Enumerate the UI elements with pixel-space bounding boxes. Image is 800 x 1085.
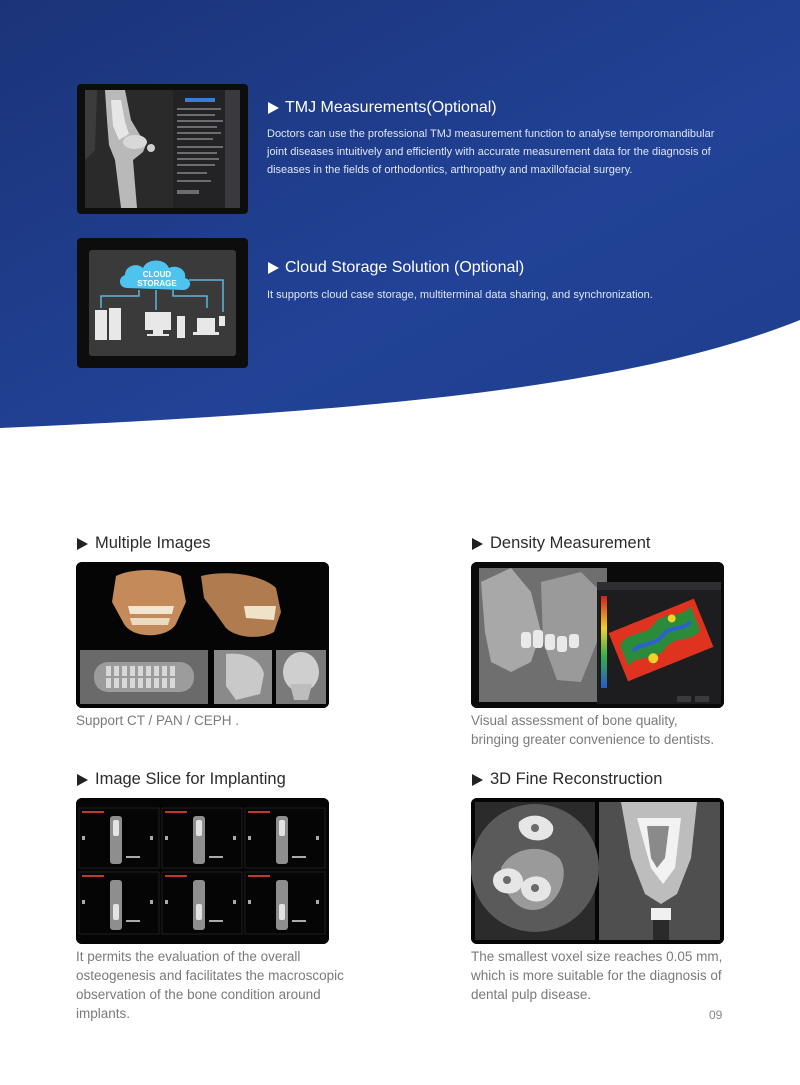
density-title bbox=[472, 534, 650, 553]
cloud-title bbox=[268, 259, 524, 277]
slice-title bbox=[77, 770, 286, 789]
cloud-description: It supports cloud case storage, multiterminal data sharing, and synchronization. bbox=[267, 289, 653, 301]
implant-slices-grid bbox=[76, 798, 329, 944]
slice-caption: It permits the evaluation of the overall osteogenesis and facilitates the macroscopic observation of the bone condition around implants. bbox=[76, 949, 344, 1021]
play-arrow-icon bbox=[472, 774, 483, 786]
cloud-title-text: Cloud Storage Solution (Optional) bbox=[285, 259, 525, 276]
multiple-images-collage bbox=[76, 562, 329, 708]
play-arrow-icon bbox=[77, 538, 88, 550]
play-arrow-icon bbox=[472, 538, 483, 550]
cloud-label-line1: CLOUD bbox=[142, 270, 172, 279]
density-title-text: Density Measurement bbox=[490, 534, 651, 552]
density-panel bbox=[471, 562, 724, 708]
slice-title-text: Image Slice for Implanting bbox=[95, 770, 286, 788]
reconstruction-title-text: 3D Fine Reconstruction bbox=[490, 770, 663, 788]
tmj-screenshot bbox=[77, 84, 248, 214]
tmj-ct-image bbox=[85, 90, 240, 208]
cloud-diagram bbox=[89, 250, 236, 356]
reconstruction-panel bbox=[471, 798, 724, 944]
play-arrow-icon bbox=[268, 102, 279, 114]
multiple-images-title bbox=[77, 534, 211, 553]
hero-background bbox=[0, 0, 800, 440]
multiple-images-title-text: Multiple Images bbox=[95, 534, 211, 552]
tmj-title-text: TMJ Measurements(Optional) bbox=[285, 99, 497, 116]
multiple-images-caption: Support CT / PAN / CEPH . bbox=[76, 713, 240, 728]
page-number: 09 bbox=[709, 1008, 723, 1022]
tmj-description: Doctors can use the professional TMJ measurement function to analyse temporomandibular joint diseases intuitively and efficiently with accurate measurement data for the diagnosis of diseases in the fields of orthodontics, arthropathy and maxillofacial surgery. bbox=[267, 128, 715, 176]
density-caption: Visual assessment of bone quality, bringing greater convenience to dentists. bbox=[471, 713, 715, 747]
slice-panel bbox=[76, 798, 329, 944]
tmj-title bbox=[268, 99, 497, 117]
cloud-storage-screenshot bbox=[77, 238, 248, 368]
multiple-images-panel bbox=[76, 562, 329, 708]
play-arrow-icon bbox=[77, 774, 88, 786]
density-heatmap-screenshot bbox=[471, 562, 724, 708]
reconstruction-title bbox=[472, 770, 662, 789]
reconstruction-images bbox=[471, 798, 724, 944]
reconstruction-caption: The smallest voxel size reaches 0.05 mm, which is more suitable for the diagnosis of dental pulp disease. bbox=[471, 949, 723, 1002]
play-arrow-icon bbox=[268, 262, 279, 274]
cloud-label-line2: STORAGE bbox=[137, 279, 177, 288]
